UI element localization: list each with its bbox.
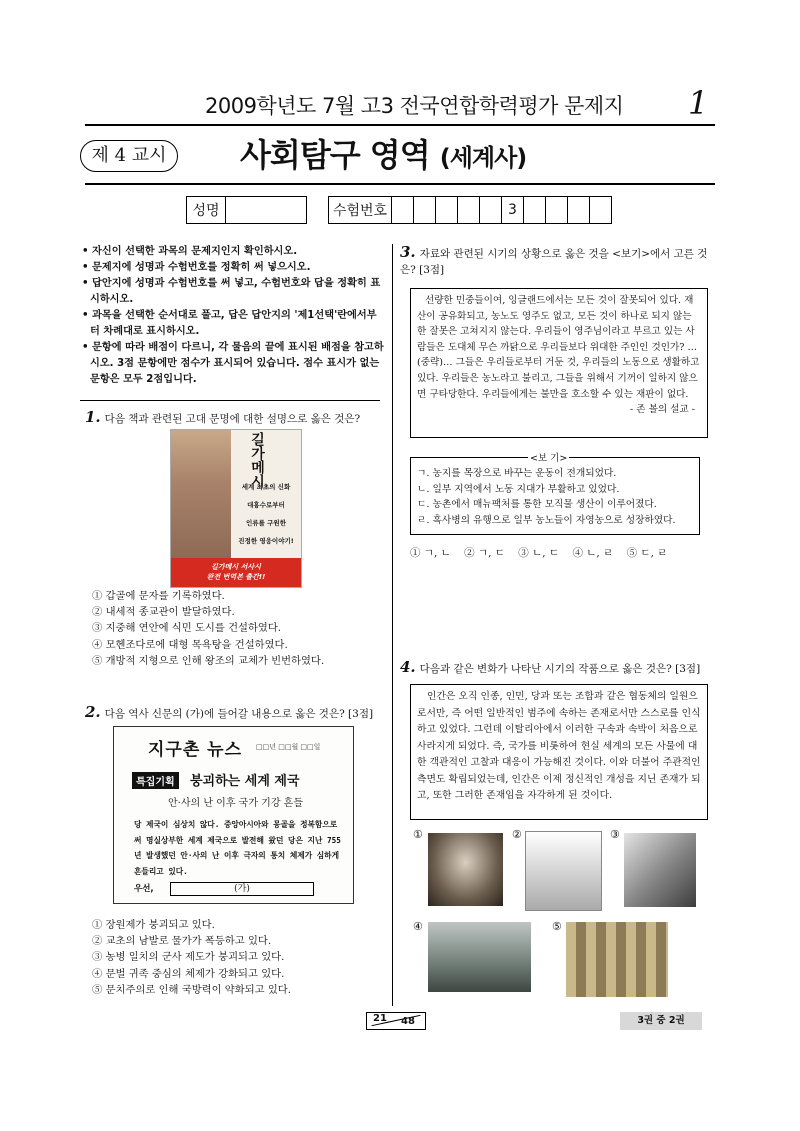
exam-number-cell[interactable] [458, 197, 480, 224]
choice-4[interactable]: ④ 문벌 귀족 중심의 체제가 강화되고 있다. [92, 967, 285, 980]
poster-line: 인류를 구원한 [246, 519, 286, 527]
question-1 [85, 409, 385, 427]
name-label: 성명 [187, 197, 226, 224]
poster-title: 길가메시 [249, 432, 265, 488]
news-blank: (가) [170, 882, 314, 896]
gilgamesh-book-poster [170, 429, 302, 588]
banner-line: 길가메시 서사시 [211, 563, 261, 571]
poster-line: 대홍수로부터 [247, 501, 285, 509]
question-number: 2. [85, 703, 101, 721]
exam-number-cell[interactable] [524, 197, 546, 224]
exam-number-cell[interactable] [568, 197, 590, 224]
q2-choices [92, 917, 392, 998]
discobolus-sculpture-image [624, 833, 696, 907]
exam-number-cell[interactable] [392, 197, 414, 224]
passage-source: - 존 볼의 설교 - [629, 404, 695, 416]
news-blank-label: 우선, [134, 884, 154, 894]
choice-1-number[interactable]: ① [413, 828, 423, 841]
page-counter-current: 21 [373, 1013, 387, 1024]
exam-number-label: 수험번호 [329, 197, 392, 224]
q1-choices [92, 588, 392, 669]
statue-image [171, 430, 231, 558]
page-counter [366, 1012, 426, 1030]
question-text: 다음 책과 관련된 고대 문명에 대한 설명으로 옳은 것은? [104, 413, 361, 425]
question-text: 다음 역사 신문의 (가)에 들어갈 내용으로 옳은 것은? [3점] [104, 708, 374, 720]
instructions [80, 244, 385, 388]
column-divider [392, 244, 393, 1006]
header-rule-bottom [85, 183, 715, 185]
question-number: 4. [400, 658, 416, 676]
q4-passage: 인간은 오직 인종, 인민, 당과 또는 조합과 같은 협동체의 일원으로서만, 즉 어떤 일반적인 범주에 속하는 존재로서만 스스로를 인식하고 있었다. 그런데 이탈리아에서 이러한 구속과 속박이 처음으로 사라지게 되었다. 즉, 국가를 비롯하여 현실 세계의 모든 사물에 대한 객관적인 고찰과 대응이 가능해진 것이다. 이와 더불어 주관적인 측면도 확립되었는데, 인간은 이제 정신적인 개성을 지닌 존재가 되고, 또한 그러한 존재임을 자각하게 된 것이다. [410, 684, 708, 820]
instruction-item: • 답안지에 성명과 수험번호를 써 넣고, 수험번호와 답을 정확히 표시하시오. [82, 278, 381, 305]
bogi-label: <보 기> [528, 450, 569, 464]
page-counter-total: 48 [401, 1016, 415, 1027]
q3-choices[interactable]: ① ㄱ, ㄴ ② ㄱ, ㄷ ③ ㄴ, ㄷ ④ ㄴ, ㄹ ⑤ ㄷ, ㄹ [410, 547, 668, 559]
subject-name: 사회탐구 영역 [240, 136, 430, 174]
passage-text: 선량한 민중들이여, 잉글랜드에서는 모든 것이 잘못되어 있다. 재산이 공유화되고, 농노도 영주도 없고, 모든 것이 하나로 되지 않는 한 잘못은 고쳐지지 않는다. 우리들이 영주님이라고 부르고 있는 사람들은 도대체 무슨 까닭으로 우리들보다 위대한 주인인 것인가? …(중략)… 그들은 우리들로부터 거둔 것, 우리들의 노동으로 생활하고 있다. 우리들은 농노라고 불리고, 그들을 위해서 기꺼이 일하지 않으면 구타당한다. 우리들에게는 불만을 호소할 수 있는 재판이 없다. [417, 295, 700, 400]
question-text: 다음과 같은 변화가 나타난 시기의 작품으로 옳은 것은? [3점] [419, 663, 701, 675]
laocoon-sculpture-image [428, 833, 503, 906]
news-body: 당 제국이 심상치 않다. 중앙아시아와 몽골을 정복함으로써 명실상부한 세계 제국으로 발전해 왔던 당은 지난 755년 발생했던 안·사의 난 이후 극자의 통치 체제가 심하게 흔들리고 있다. [134, 820, 341, 876]
exam-number-cell[interactable] [436, 197, 458, 224]
instruction-item: • 과목을 선택한 순서대로 풀고, 답은 답안지의 '제1선택'란에서부터 차례대로 표시하시오. [82, 310, 377, 337]
exam-number-cell[interactable] [546, 197, 568, 224]
page-number: 1 [688, 84, 709, 122]
news-subheadline: 안·사의 난 이후 국가 기강 흔들 [168, 798, 303, 809]
instruction-item: • 자신이 선택한 과목의 문제지인지 확인하시오. [82, 246, 298, 257]
exam-number-box [328, 196, 612, 224]
poster-banner [171, 558, 301, 587]
choice-2-number[interactable]: ② [512, 828, 522, 841]
choice-1[interactable]: ① 갑골에 문자를 기록하였다. [92, 590, 225, 602]
question-number: 3. [400, 243, 416, 261]
choice-1[interactable]: ① 장원제가 붕괴되고 있다. [92, 919, 215, 931]
choice-2[interactable]: ② 교초의 남발로 물가가 폭등하고 있다. [92, 935, 272, 948]
banner-line: 완전 번역본 출간!! [206, 573, 266, 581]
question-text: 자료와 관련된 시기의 상황으로 옳은 것을 <보기>에서 고른 것은? [3점] [400, 248, 708, 276]
bogi-item: ㄹ. 흑사병의 유행으로 일부 농노들이 자영농으로 성장하였다. [417, 514, 676, 526]
question-2 [85, 704, 385, 722]
exam-title: 2009학년도 7월 고3 전국연합학력평가 문제지 [205, 94, 624, 118]
name-box [186, 196, 307, 224]
special-feature-badge: 특집기획 [132, 772, 179, 789]
bogi-item: ㄱ. 농지를 목장으로 바꾸는 운동이 전개되었다. [417, 468, 617, 479]
bogi-item: ㄴ. 일부 지역에서 노동 지대가 부활하고 있었다. [417, 483, 620, 495]
question-3 [400, 244, 710, 278]
name-field[interactable] [226, 197, 307, 224]
choice-5[interactable]: ⑤ 개방적 지형으로 인해 왕조의 교체가 빈번하였다. [92, 654, 325, 667]
poster-line: 세계 최초의 신화 [241, 483, 291, 491]
choice-3[interactable]: ③ 농병 일치의 군사 제도가 붕괴되고 있다. [92, 951, 285, 964]
choice-5[interactable]: ⑤ 문치주의로 인해 국방력이 약화되고 있다. [92, 983, 292, 996]
choice-3[interactable]: ③ 지중해 연안에 식민 도시를 건설하였다. [92, 622, 282, 635]
volume-badge: 3권 중 2권 [620, 1012, 702, 1030]
q3-passage [410, 288, 708, 438]
choice-3-number[interactable]: ③ [610, 828, 620, 841]
exam-number-cell[interactable] [480, 197, 502, 224]
header-rule [85, 124, 715, 126]
news-date: □□년 □□월 □□일 [256, 743, 321, 751]
exam-number-cell[interactable]: 3 [502, 197, 524, 224]
bogi-item: ㄷ. 농촌에서 매뉴팩처를 통한 모직물 생산이 이루어졌다. [417, 499, 657, 510]
subject-title [240, 130, 526, 176]
news-headline: 붕괴하는 세계 제국 [190, 774, 300, 789]
choice-5-number[interactable]: ⑤ [552, 920, 562, 933]
period-badge: 제 4 교시 [80, 140, 178, 172]
bogi-box [410, 457, 700, 535]
instruction-item: • 문항에 따라 배점이 다르니, 각 물음의 끝에 표시된 배점을 참고하시오. 3점 문항에만 점수가 표시되어 있습니다. 점수 표시가 없는 문항은 모두 2점입니다. [82, 342, 384, 385]
question-number: 1. [85, 408, 101, 426]
birth-of-venus-painting-image [428, 922, 531, 992]
instruction-item: • 문제지에 성명과 수험번호를 정확히 써 넣으시오. [82, 262, 311, 273]
history-newspaper [113, 726, 354, 904]
poster-line: 진정한 영웅이야기! [238, 537, 294, 545]
choice-2[interactable]: ② 내세적 종교관이 발달하였다. [92, 606, 235, 619]
instructions-rule [80, 400, 380, 401]
egyptian-relief-image [525, 831, 602, 911]
choice-4-number[interactable]: ④ [413, 920, 423, 933]
subject-subname: (세계사) [439, 144, 527, 172]
question-4 [400, 659, 710, 677]
choice-4[interactable]: ④ 모헨조다로에 대형 목욕탕을 건설하였다. [92, 638, 288, 651]
byzantine-mosaic-image [566, 922, 668, 997]
exam-number-cell[interactable] [414, 197, 436, 224]
exam-number-cell[interactable] [590, 197, 612, 224]
news-title: 지구촌 뉴스 [148, 740, 243, 760]
